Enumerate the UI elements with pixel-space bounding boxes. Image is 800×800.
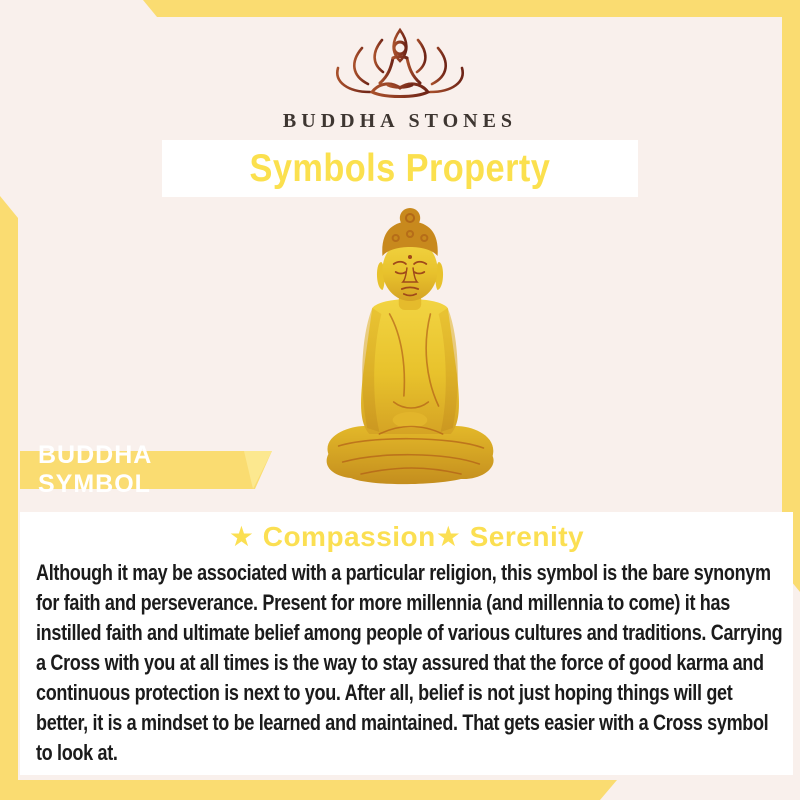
category-label: BUDDHA SYMBOL xyxy=(38,441,152,498)
frame-right-band xyxy=(782,0,800,592)
symbol-description: Although it may be associated with a particular religion, this symbol is the bare synonym for faith and perseverance. Present for more millennia (and millennia to come) it has instilled faith and ultimate belief among people of various cultures and traditions. Carrying a Cross with you at all times is the way to stay assured that the force of good karma and continuous protection is next to you. After all, belief is not just hoping things will get better, it is a mindset to be learned and maintained. That gets easier with a Cross symbol to look at. xyxy=(36,560,783,765)
title-banner xyxy=(162,140,638,197)
frame-left-band xyxy=(0,196,18,800)
symbol-properties: ★ Compassion★ Serenity xyxy=(228,521,585,552)
buddha-illustration xyxy=(308,196,512,496)
page-title: Symbols Property xyxy=(249,146,551,190)
brand-name: BUDDHA STONES xyxy=(282,110,518,132)
frame-bottom-band xyxy=(0,780,620,800)
category-ribbon xyxy=(20,441,272,498)
lotus-meditator-logo-icon xyxy=(322,26,478,110)
description-section xyxy=(20,512,793,775)
frame-top-band xyxy=(0,0,800,17)
